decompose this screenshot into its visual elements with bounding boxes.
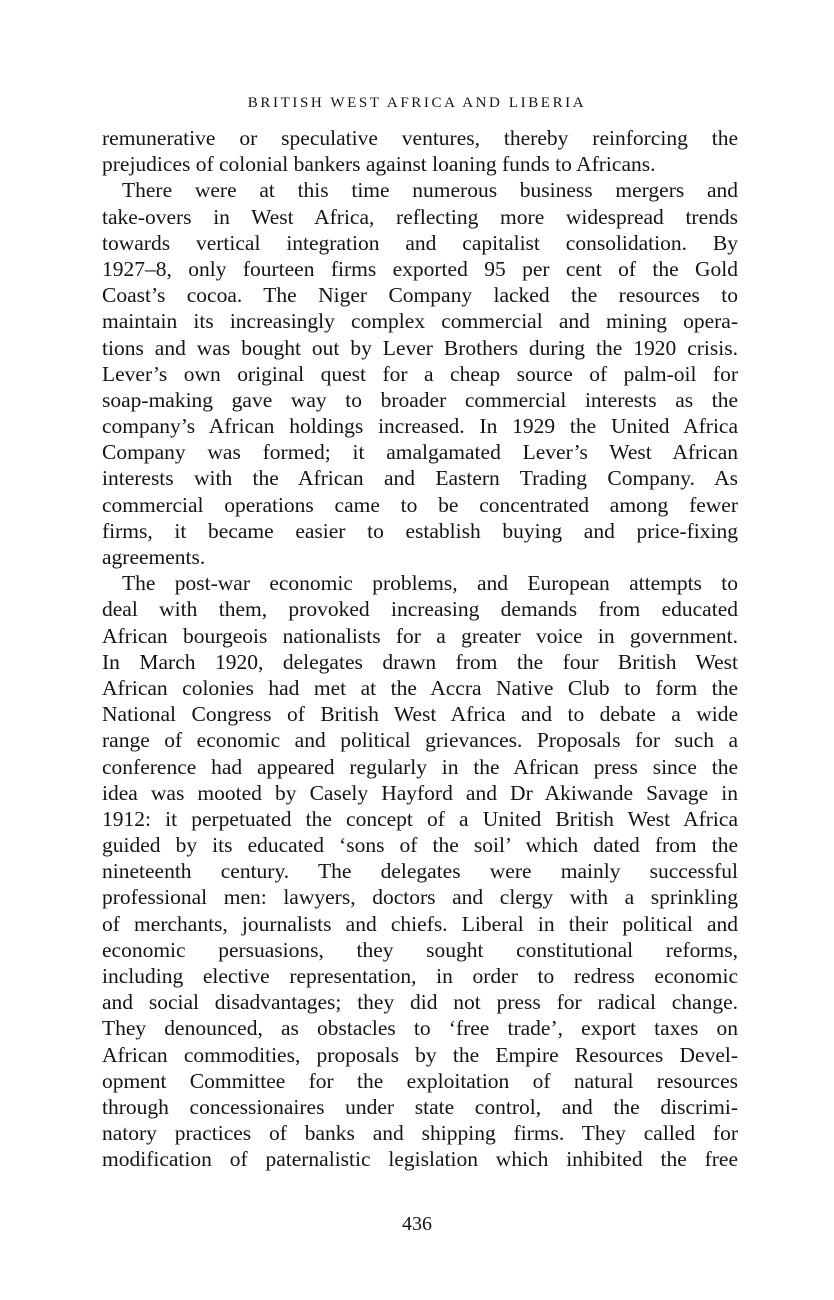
text-line: through concessionaires under state control, and the discrimi- xyxy=(102,1094,738,1119)
text-line: 1912: it perpetuated the concept of a United British West Africa xyxy=(102,806,738,831)
text-line: agreements. xyxy=(102,545,206,569)
text-line: nineteenth century. The delegates were mainly successful xyxy=(102,859,738,884)
text-line: maintain its increasingly complex commercial and mining opera- xyxy=(102,309,738,334)
text-line: modification of paternalistic legislation which inhibited the free xyxy=(102,1147,738,1172)
text-line: National Congress of British West Africa and to debate a wide xyxy=(102,702,738,727)
text-line: prejudices of colonial bankers against loaning funds to Africans. xyxy=(102,152,656,177)
text-line: idea was mooted by Casely Hayford and Dr Akiwande Savage in xyxy=(102,780,738,805)
text-line: of merchants, journalists and chiefs. Liberal in their political and xyxy=(102,911,738,936)
text-line: opment Committee for the exploitation of natural resources xyxy=(102,1068,738,1093)
text-line: take-overs in West Africa, reflecting more widespread trends xyxy=(102,204,738,229)
page-number: 436 xyxy=(402,1213,432,1235)
text-line: The post-war economic problems, and European attempts to xyxy=(122,571,738,596)
text-line: professional men: lawyers, doctors and clergy with a sprinkling xyxy=(102,885,738,910)
text-line: range of economic and political grievances. Proposals for such a xyxy=(102,728,738,753)
text-line: conference had appeared regularly in the African press since the xyxy=(102,754,738,779)
text-line: interests with the African and Eastern Trading Company. As xyxy=(102,466,738,491)
text-line: soap-making gave way to broader commercial interests as the xyxy=(102,387,738,412)
text-line: guided by its educated ‘sons of the soil’ which dated from the xyxy=(102,833,738,858)
text-line: African colonies had met at the Accra Native Club to form the xyxy=(102,675,738,700)
text-line: company’s African holdings increased. In 1929 the United Africa xyxy=(102,414,738,439)
text-line: tions and was bought out by Lever Brothers during the 1920 crisis. xyxy=(102,335,738,360)
text-line: Lever’s own original quest for a cheap source of palm-oil for xyxy=(102,361,738,386)
text-line: commercial operations came to be concentrated among fewer xyxy=(102,492,738,517)
text-line: They denounced, as obstacles to ‘free trade’, export taxes on xyxy=(102,1016,738,1041)
text-line: including elective representation, in order to redress economic xyxy=(102,964,738,988)
text-line: Company was formed; it amalgamated Lever’s West African xyxy=(102,440,738,465)
text-line: remunerative or speculative ventures, thereby reinforcing the xyxy=(102,126,738,150)
running-head: BRITISH WEST AFRICA AND LIBERIA xyxy=(247,95,587,111)
text-line: firms, it became easier to establish buying and price-fixing xyxy=(102,518,738,543)
text-line: natory practices of banks and shipping firms. They called for xyxy=(102,1121,738,1146)
text-line: and social disadvantages; they did not press for radical change. xyxy=(102,990,738,1015)
text-line: Coast’s cocoa. The Niger Company lacked the resources to xyxy=(102,283,738,308)
body-text xyxy=(102,125,738,1173)
text-line: deal with them, provoked increasing demands from educated xyxy=(102,597,738,622)
text-line: There were at this time numerous business mergers and xyxy=(122,178,738,203)
text-line: economic persuasions, they sought constitutional reforms, xyxy=(102,937,738,962)
text-line: African bourgeois nationalists for a greater voice in government. xyxy=(102,623,738,648)
text-line: African commodities, proposals by the Empire Resources Devel- xyxy=(102,1042,738,1067)
text-line: In March 1920, delegates drawn from the four British West xyxy=(102,649,738,674)
text-line: towards vertical integration and capitalist consolidation. By xyxy=(102,230,738,255)
text-line: 1927–8, only fourteen firms exported 95 per cent of the Gold xyxy=(102,256,738,281)
